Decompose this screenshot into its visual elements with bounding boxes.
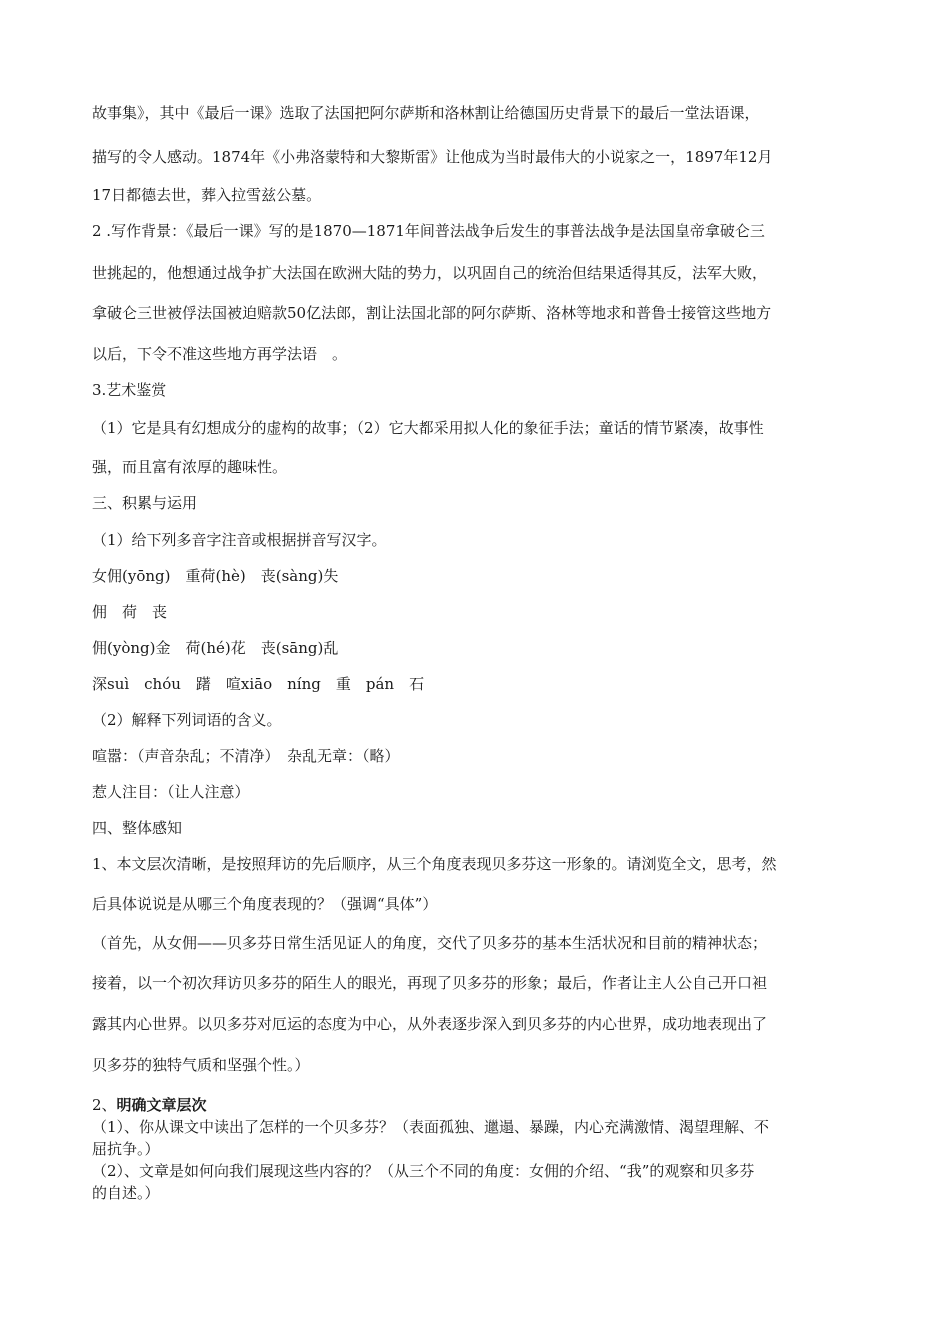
structure-line-1: （1）、你从课文中读出了怎样的一个贝多芬？（表面孤独、邋遢、暴躁，内心充满激情、渴望理解、不 [92, 1118, 770, 1136]
background-line-2: 世挑起的，他想通过战争扩大法国在欧洲大陆的势力，以巩固自己的统治但结果适得其反，法军大败， [92, 264, 768, 282]
structure-heading-number: 2、 [92, 1096, 117, 1114]
pinyin-row-2: 佣 荷 丧 [92, 603, 168, 621]
background-line-4: 以后，下令不准这些地方再学法语 。 [92, 345, 348, 363]
exercise-1-prompt: （1）给下列多音字注音或根据拼音写汉字。 [92, 531, 387, 549]
perception-line-4: 接着，以一个初次拜访贝多芬的陌生人的眼光，再现了贝多芬的形象；最后，作者让主人公自己开口袒 [92, 974, 768, 992]
section-3-heading: 三、积累与运用 [92, 494, 198, 512]
structure-line-2: 屈抗争。） [92, 1140, 160, 1158]
section-4-heading: 四、整体感知 [92, 819, 183, 837]
exercise-2-prompt: （2）解释下列词语的含义。 [92, 711, 282, 729]
author-paragraph-line-2: 描写的令人感动。1874年《小弗洛蒙特和大黎斯雷》让他成为当时最伟大的小说家之一，1897年12月 [92, 148, 773, 166]
art-line-2: 强，而且富有浓厚的趣味性。 [92, 458, 288, 476]
pinyin-row-3: 佣(yòng)金 荷(hé)花 丧(sāng)乱 [92, 639, 339, 657]
perception-line-1: 1、本文层次清晰，是按照拜访的先后顺序，从三个角度表现贝多芬这一形象的。请浏览全文，思考，然 [92, 855, 777, 873]
structure-heading [92, 1095, 207, 1115]
definition-row-2: 惹人注目：（让人注意） [92, 783, 250, 801]
structure-line-3: （2）、文章是如何向我们展现这些内容的？（从三个不同的角度：女佣的介绍、“我”的观察和贝多芬 [92, 1162, 755, 1180]
background-line-1: 2 .写作背景：《最后一课》写的是1870—1871年间普法战争后发生的事普法战争是法国皇帝拿破仑三 [92, 222, 765, 240]
structure-heading-title: 明确文章层次 [116, 1096, 207, 1114]
art-heading: 3.艺术鉴赏 [92, 381, 167, 399]
art-line-1: （1）它是具有幻想成分的虚构的故事；（2）它大都采用拟人化的象征手法；童话的情节紧凑，故事性 [92, 419, 764, 437]
pinyin-row-1: 女佣(yōng) 重荷(hè) 丧(sàng)失 [92, 567, 339, 585]
perception-line-2: 后具体说说是从哪三个角度表现的？（强调“具体”） [92, 895, 438, 913]
background-line-3: 拿破仑三世被俘法国被迫赔款50亿法郎，割让法国北部的阿尔萨斯、洛林等地求和普鲁士接管这些地方 [92, 304, 772, 322]
perception-line-3: （首先，从女佣——贝多芬日常生活见证人的角度，交代了贝多芬的基本生活状况和目前的精神状态； [92, 934, 768, 952]
author-paragraph-line-3: 17日都德去世，葬入拉雪兹公墓。 [92, 186, 322, 204]
definition-row-1: 喧嚣：（声音杂乱；不清净） 杂乱无章：（略） [92, 747, 400, 765]
pinyin-row-4: 深suì chóu 躇 喧xiāo níng 重 pán 石 [92, 675, 425, 693]
author-paragraph-line-1: 故事集》，其中《最后一课》选取了法国把阿尔萨斯和洛林割让给德国历史背景下的最后一堂法语课， [92, 104, 760, 122]
perception-line-6: 贝多芬的独特气质和坚强个性。） [92, 1056, 310, 1074]
perception-line-5: 露其内心世界。以贝多芬对厄运的态度为中心，从外表逐步深入到贝多芬的内心世界，成功地表现出了 [92, 1015, 768, 1033]
structure-line-4: 的自述。） [92, 1184, 160, 1202]
